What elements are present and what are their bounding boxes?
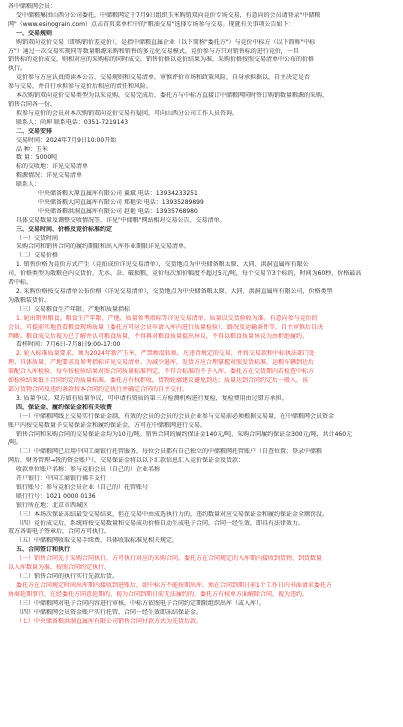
s1-line: 执行。 xyxy=(8,65,27,73)
s3-red-row: 需配合入库检验、每车按检验结果对照合同质量标准判定，不符合标准的不予入库。委托方在交货期内若检查中标方 xyxy=(8,368,315,376)
bank-row: 联行行号：1021 0000 0136 xyxy=(16,492,96,500)
contact-row: 中央储备粮洪洞直属库有限公司 赵艳 电话：13935768980 xyxy=(38,207,198,215)
s3-row: 3. 质量争议。双方如有质量争议，可申请有资质的第三方检测机构进行复检，复检费用由过错方承担。 xyxy=(16,394,288,402)
section-5-title: 五、合同签订和执行 xyxy=(16,546,71,554)
s2-tail: 具体交易数量及调整交收情况等，详见"中储粮"网站相对交易公告、交易清单。 xyxy=(16,216,226,224)
s4-row: 双方各需电子签章后，合同方可执行。 xyxy=(8,528,111,536)
s4-row: （一）中储粮网线上交易实行保证金制，有效的会员的会员的会员企业参与交易前必须根据交易量，在中储粮网会员资金 xyxy=(16,412,335,420)
s3-row: 1. 销售价格为竞价方式产生（竞拍成价详见交易清单），交货地点为中央储备粮太原、大同、洪洞直属库有限公 xyxy=(16,261,309,269)
s1-line: 销售标的竞价成交，则相对应的采购标的同时成交。销售价格以竞价结果为准，采购价格按照交易清单中公布的价格 xyxy=(8,56,315,64)
bank-row: 开户银行：中国工商银行佛羊支行 xyxy=(16,475,107,483)
s4-row: （二）中储粮网已启用中国工商银行托管服务，每位会员都有自己独立的中储粮网托管账户（自查位置：登录中储粮 xyxy=(16,448,323,456)
s1-line: 购销双向竞价交易（即购销价差竞价），是指中储粮直属企业（以下简称"委托方"）与竞价中标方（以下简称"中标 xyxy=(16,38,316,46)
s3-row: （一）交货时间 xyxy=(16,234,59,242)
s1-line: 方"）通过一次交易实现同等数量粮源采购和销售的多元化交易模式。竞价参与方只对销售标的进行竞价，一旦 xyxy=(8,47,299,55)
s4-row: /吨。 xyxy=(8,439,23,447)
s3-red-row: 1. 轮出销售粮食。粮食生产年限、产地、质量参考指标等详见交易清单。质量以交货验收为准。有意向参与竞价的 xyxy=(16,314,318,322)
s3-row: 者中标。 xyxy=(8,279,33,287)
s3-row: 采购合同和销售合同的履约期限和出入库作业期限详见交易清单。 xyxy=(16,243,191,251)
s1-line: 本次购销双向竞价交易类型为以采竞购，交易完成后，委托方与中标方直接订中储粮网同时签订购销数量粮源的采购、 xyxy=(16,92,329,100)
announcement-document xyxy=(8,3,397,626)
s3-red-row: 部分货物合同及违约条款按本合同约定执行并确定合同的自主交付。 xyxy=(8,385,189,393)
contact-row: 中央储备粮大同直属库有限公司 郑艳荣 电话：13935289899 xyxy=(38,198,204,206)
s4-row: （五）中储粮网收取交易手续费，具体收取标准见相关规定。 xyxy=(16,537,179,545)
s2-row: 交易时间：2024年7月9日10:00开始 xyxy=(16,136,117,144)
s3-row: 2. 采购价格按交易清单公布价格（详见交易清单），交货地点为中央储备粮太原、大同、洪洞直属库有限公司，价格类型 xyxy=(16,288,333,295)
s5-red-row: 以入库数量为准，按照合同约定执行。 xyxy=(8,564,111,572)
s4-row: （四）竞价成交后，系统将按交易数量和交易成功价格自动生成电子合同，合同一经生效，即具有法律效力。 xyxy=(16,519,305,527)
s4-row: （三）本场次保证冻结最受交易结束，但在交易中由成选执行力的，违约数量对应交易保证金和履约保证金全额罚没。 xyxy=(16,510,329,518)
section-1-title: 一、交易规则 xyxy=(16,29,53,37)
s5-red-row: 协商延期事宜，在经委托方同意延期的，视为合同到期日前无法履约的，委托方有权单方面解除合同，视为违约。 xyxy=(8,590,309,598)
s3-red-row: 2. 轮入标准质量要求。须为2024年新产玉米，严禁掺混转换。凡违背规定的交易，并将交易款和中标执法部门处 xyxy=(16,350,315,358)
greeting: 各中储粮网会员： xyxy=(8,3,57,10)
s2-row: 标的交收地：详见交易清单 xyxy=(16,163,89,171)
s3-row: 司，价格类型为散粮仓内交货价，无水、杂、破损粮，竞价每次加价幅度不超过5元/吨，每个交易节3个标的，时间为60秒，价格最高 xyxy=(8,270,362,278)
s5-red-row: 委托方在合同规定时间出库期内接收到进账后，如中标方不能按期出库，须在合同到期日前1个工作日内书面请求委托方 xyxy=(16,581,332,589)
bank-row: 银行账号：参与竞拍会员企业（自己的）托管账号 xyxy=(16,483,149,491)
s3-red-row: 判断。粮食成交后视为已了解并认可粮食质量，不得再对粮食质量提出异议，不得以粮食质量异议为由拒绝履约。 xyxy=(8,332,309,340)
s1-line: 参与交易，并自行承担参与竞价后相应的责任和风险。 xyxy=(8,83,153,91)
intro-line-1: 受中储粮集团山西分公司委托，中储粮网定于7月9日组织玉米购销双向竞价专场交易，有意向的会员请登录"中储粮 xyxy=(16,11,321,19)
s3-row: 为散粮装货价。 xyxy=(8,296,51,304)
s1-line: 拟参与竞价的会员对本次购销双向竞价交易有疑问，可向山西分公司工作人员咨询。 xyxy=(16,109,239,117)
s2-row: 品 种：玉米 xyxy=(16,145,48,153)
s3-red-row: 会员，可提前实地查看粮食现场质量（委托方可应会员申请入库内进行质量检验），路况及运输条件等，自主审慎后自决 xyxy=(8,323,324,331)
s3-row: （二）交易价格 xyxy=(16,252,59,260)
contact-row: 中央储备粮大原直属库有限公司 翼斌 电话：13934233251 xyxy=(38,190,198,198)
s2-row: 联系人： xyxy=(16,181,41,189)
s5-red-row: （七）中央储备粮洪洞直属库有限公司销售合同付款方式为先货后款。 xyxy=(16,617,203,625)
s3-row: （三）交易粮食生产年限、产地和质量指标 xyxy=(16,305,131,313)
intro-line-2: 网"（www.esinograin.com）点击首页菜单栏中的"粮油交易"选择专场参与交易。现就有关事项公告如下： xyxy=(8,20,295,28)
s5-row: （三）中储粮网对电子合同内容进行审核，中标方依照电子合同约定期限组织出库（或入库）。 xyxy=(16,599,266,607)
s3-row: 看样时间：7月6日-7月8日9:00-17:00 xyxy=(16,341,121,349)
s4-row: 网后，财务管理→我的资金账户），交易保证金将以以下汇款信息汇入竞价保证金及货款： xyxy=(8,457,245,465)
s2-row: 数 量：5000吨 xyxy=(16,154,58,162)
s4-row: 销售合同和采购合同的交易保证金均为10元/吨。销售合同的履约保证金140元/吨，采购合同履约保证金300元/吨，共计460元 xyxy=(16,430,353,438)
s5-red-row: （一）销售合同先于采购合同执行，方可执行对应的采购合同。委托方在合同规定的入库期内接收到货物，到货数量 xyxy=(16,555,323,563)
s4-row: 账户内按交易数量予交易保证金和履约保证金，方可在中储粮网进行交易。 xyxy=(8,421,207,429)
section-4-title: 四、保证金、履约保证金和有关收费 xyxy=(16,403,113,411)
s1-contact: 联系人：尚坤 联系电话：0351-7219143 xyxy=(16,118,129,126)
bank-row: 收款单位账户名称：参与竞拍会员（自己的）企业名称 xyxy=(16,466,161,474)
s1-line: 销售合同各一份。 xyxy=(8,100,57,108)
s5-row: （二）销售合同的执行实行先款后货。 xyxy=(16,573,119,580)
section-3-title: 三、交易时间、价格及竞价标准约定 xyxy=(16,225,113,233)
s2-row: 粮源情况：详见交易清单 xyxy=(16,172,83,180)
s3-red-row: 理。具体质量、产地要求及参考指标详见交易清单。为减少退库，发货方应合理掌握对照发货标准，运粮车辆到达后 xyxy=(8,359,315,367)
s1-line: 竞价参与方应认真阅读本公告、交易规则和交易清单，审慎评价市场和政策风险，自身承担据以，自主决定是否 xyxy=(16,74,311,82)
s5-row: （四）中储粮网会员资金账户实行托管，合同一经生效即冻结保证金。 xyxy=(16,608,203,616)
bank-row: 银行所在地：北京市西城区 xyxy=(16,501,89,509)
section-2-title: 二、交易安排 xyxy=(16,127,53,135)
s3-red-row: 如检验结果低于合同约定的质量标准，委托方有权拒收。货物轮廓建议避免到达；质量达到合同约定后一般入，该 xyxy=(8,377,309,385)
